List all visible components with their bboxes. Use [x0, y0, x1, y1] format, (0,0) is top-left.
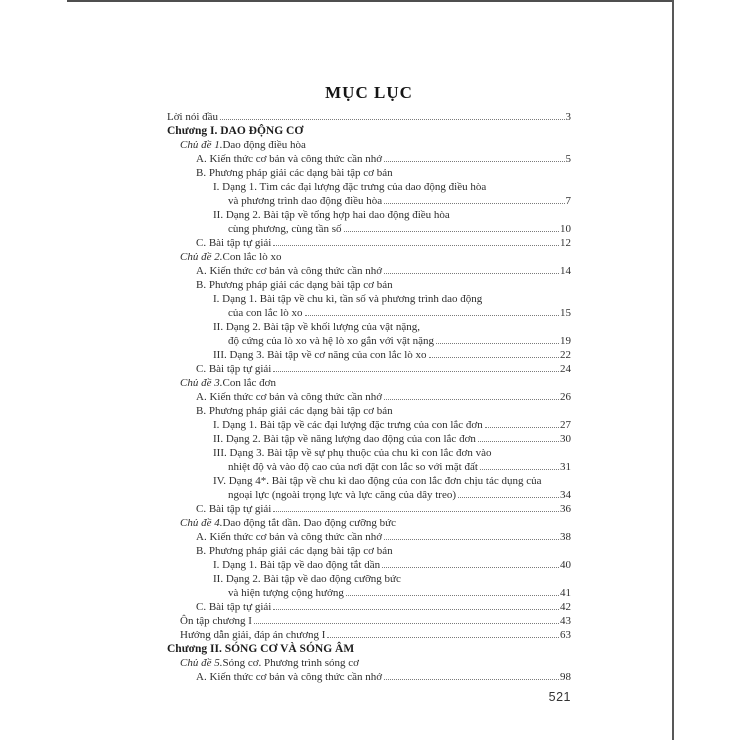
- toc-row: [167, 152, 571, 166]
- toc-page-number: 41: [560, 587, 571, 599]
- toc-row-label: A. Kiến thức cơ bản và công thức cần nhớ: [196, 391, 383, 403]
- dotted-leader: [273, 511, 559, 512]
- toc-row: [167, 460, 571, 474]
- toc-row-label: B. Phương pháp giải các dạng bài tập cơ bản: [196, 405, 393, 417]
- toc-page-number: 15: [560, 307, 571, 319]
- toc-row: [167, 194, 571, 208]
- toc-row: [167, 180, 571, 194]
- dotted-leader: [478, 441, 559, 442]
- toc-row: [167, 362, 571, 376]
- toc-row-label: II. Dạng 2. Bài tập về tổng hợp hai dao động điều hòa: [213, 209, 450, 221]
- toc-row: [167, 614, 571, 628]
- toc-row-italic-prefix: Chủ đề 4.: [180, 517, 223, 529]
- dotted-leader: [344, 231, 559, 232]
- toc-row: [167, 376, 571, 390]
- toc-row: [167, 264, 571, 278]
- dotted-leader: [384, 203, 564, 204]
- toc-row: [167, 544, 571, 558]
- toc-page-number: 22: [560, 349, 571, 361]
- toc-row-label: C. Bài tập tự giải: [196, 237, 272, 249]
- toc-row: [167, 502, 571, 516]
- toc-page-number: 63: [560, 629, 571, 641]
- toc-row: [167, 292, 571, 306]
- toc-row: [167, 474, 571, 488]
- toc-row: [167, 656, 571, 670]
- toc-row: [167, 390, 571, 404]
- toc-list: [167, 110, 571, 684]
- toc-row-label: Con lắc lò xo: [222, 251, 282, 263]
- toc-page-number: 27: [560, 419, 571, 431]
- toc-page-number: 30: [560, 433, 571, 445]
- toc-row-label: Chương II. SÓNG CƠ VÀ SÓNG ÂM: [167, 643, 355, 655]
- dotted-leader: [436, 343, 559, 344]
- dotted-leader: [485, 427, 559, 428]
- toc-row: [167, 572, 571, 586]
- toc-row-label: II. Dạng 2. Bài tập về dao động cưỡng bức: [213, 573, 401, 585]
- toc-row: [167, 166, 571, 180]
- toc-row-label: và phương trình dao động điều hòa: [228, 195, 383, 207]
- toc-row: [167, 418, 571, 432]
- toc-row-label: Hướng dẫn giải, đáp án chương I: [180, 629, 326, 641]
- toc-row-label: Sóng cơ. Phương trình sóng cơ: [222, 657, 359, 669]
- dotted-leader: [458, 497, 559, 498]
- dotted-leader: [384, 273, 559, 274]
- dotted-leader: [384, 679, 559, 680]
- toc-content: [167, 84, 571, 684]
- toc-row-label: A. Kiến thức cơ bản và công thức cần nhớ: [196, 671, 383, 683]
- page-edge-right-line: [672, 0, 674, 740]
- toc-row-label: Con lắc đơn: [222, 377, 276, 389]
- toc-page-number: 34: [560, 489, 571, 501]
- page-title: MỤC LỤC: [325, 83, 413, 102]
- toc-row-label: cùng phương, cùng tần số: [228, 223, 342, 235]
- toc-row-label: của con lắc lò xo: [228, 307, 303, 319]
- toc-row-italic-prefix: Chủ đề 1.: [180, 139, 223, 151]
- toc-row: [167, 642, 571, 656]
- dotted-leader: [384, 161, 564, 162]
- dotted-leader: [273, 609, 559, 610]
- toc-row-italic-prefix: Chủ đề 3.: [180, 377, 223, 389]
- toc-row: [167, 110, 571, 124]
- toc-row: [167, 530, 571, 544]
- toc-row: [167, 138, 571, 152]
- toc-row-label: C. Bài tập tự giải: [196, 601, 272, 613]
- toc-row: [167, 222, 571, 236]
- toc-row-label: C. Bài tập tự giải: [196, 503, 272, 515]
- toc-row-label: Ôn tập chương I: [180, 615, 252, 627]
- toc-row-label: A. Kiến thức cơ bản và công thức cần nhớ: [196, 265, 383, 277]
- toc-row-italic-prefix: Chủ đề 2.: [180, 251, 223, 263]
- toc-row-label: I. Dạng 1. Bài tập về dao động tắt dần: [213, 559, 381, 571]
- toc-row-label: Chương I. DAO ĐỘNG CƠ: [167, 125, 304, 137]
- toc-page-number: 7: [565, 195, 571, 207]
- toc-row-label: B. Phương pháp giải các dạng bài tập cơ bản: [196, 279, 393, 291]
- toc-row-label: ngoại lực (ngoài trọng lực và lực căng của dây treo): [228, 489, 457, 501]
- toc-row: [167, 516, 571, 530]
- toc-page-number: 12: [560, 237, 571, 249]
- toc-row-label: II. Dạng 2. Bài tập về năng lượng dao động của con lắc đơn: [213, 433, 476, 445]
- toc-row-label: C. Bài tập tự giải: [196, 363, 272, 375]
- toc-page-number: 98: [560, 671, 571, 683]
- dotted-leader: [305, 315, 559, 316]
- toc-row-label: B. Phương pháp giải các dạng bài tập cơ bản: [196, 545, 393, 557]
- toc-page-number: 3: [565, 111, 571, 123]
- toc-row-label: II. Dạng 2. Bài tập về khối lượng của vật nặng,: [213, 321, 420, 333]
- toc-row-label: B. Phương pháp giải các dạng bài tập cơ bản: [196, 167, 393, 179]
- toc-row: [167, 250, 571, 264]
- page-edge-top-line: [67, 0, 674, 2]
- toc-row: [167, 306, 571, 320]
- dotted-leader: [254, 623, 559, 624]
- dotted-leader: [429, 357, 559, 358]
- toc-row: [167, 348, 571, 362]
- dotted-leader: [382, 567, 559, 568]
- toc-row-label: Dao động điều hòa: [222, 139, 306, 151]
- toc-page-number: 40: [560, 559, 571, 571]
- toc-row-label: I. Dạng 1. Tìm các đại lượng đặc trưng của dao động điều hòa: [213, 181, 487, 193]
- toc-row: [167, 320, 571, 334]
- toc-row: [167, 124, 571, 138]
- toc-page-number: 14: [560, 265, 571, 277]
- toc-row: [167, 600, 571, 614]
- toc-row: [167, 586, 571, 600]
- toc-page-number: 31: [560, 461, 571, 473]
- toc-page-number: 38: [560, 531, 571, 543]
- toc-row: [167, 404, 571, 418]
- dotted-leader: [273, 371, 559, 372]
- toc-row-label: độ cứng của lò xo và hệ lò xo gắn với vật nặng: [228, 335, 435, 347]
- toc-page-number: 5: [565, 153, 571, 165]
- dotted-leader: [273, 245, 559, 246]
- toc-row: [167, 432, 571, 446]
- toc-page-number: 42: [560, 601, 571, 613]
- toc-row-label: I. Dạng 1. Bài tập về các đại lượng đặc trưng của con lắc đơn: [213, 419, 483, 431]
- toc-row: [167, 236, 571, 250]
- toc-row: [167, 208, 571, 222]
- toc-row: [167, 446, 571, 460]
- dotted-leader: [220, 119, 564, 120]
- toc-row: [167, 334, 571, 348]
- toc-row: [167, 488, 571, 502]
- toc-row: [167, 670, 571, 684]
- toc-row-label: Lời nói đầu: [167, 111, 219, 123]
- toc-row-label: Dao động tắt dần. Dao động cưỡng bức: [222, 517, 397, 529]
- toc-row-label: A. Kiến thức cơ bản và công thức cần nhớ: [196, 153, 383, 165]
- toc-row: [167, 628, 571, 642]
- toc-row: [167, 278, 571, 292]
- dotted-leader: [327, 637, 559, 638]
- toc-row: [167, 558, 571, 572]
- toc-row-label: III. Dạng 3. Bài tập về sự phụ thuộc của chu kì con lắc đơn vào: [213, 447, 492, 459]
- toc-row-label: nhiệt độ và vào độ cao của nơi đặt con lắc so với mặt đất: [228, 461, 478, 473]
- toc-row-label: A. Kiến thức cơ bản và công thức cần nhớ: [196, 531, 383, 543]
- toc-page-number: 26: [560, 391, 571, 403]
- toc-row-label: và hiện tượng cộng hưởng: [228, 587, 344, 599]
- toc-row-label: IV. Dạng 4*. Bài tập về chu kì dao động của con lắc đơn chịu tác dụng của: [213, 475, 542, 487]
- toc-page-number: 19: [560, 335, 571, 347]
- toc-page-number: 10: [560, 223, 571, 235]
- toc-page-number: 24: [560, 363, 571, 375]
- toc-page-number: 36: [560, 503, 571, 515]
- footer-page-number: 521: [548, 690, 571, 704]
- dotted-leader: [480, 469, 559, 470]
- toc-row-label: I. Dạng 1. Bài tập về chu kì, tần số và phương trình dao động: [213, 293, 483, 305]
- dotted-leader: [346, 595, 559, 596]
- toc-page-number: 43: [560, 615, 571, 627]
- dotted-leader: [384, 399, 559, 400]
- toc-row-label: III. Dạng 3. Bài tập về cơ năng của con lắc lò xo: [213, 349, 427, 361]
- dotted-leader: [384, 539, 559, 540]
- toc-row-italic-prefix: Chủ đề 5.: [180, 657, 223, 669]
